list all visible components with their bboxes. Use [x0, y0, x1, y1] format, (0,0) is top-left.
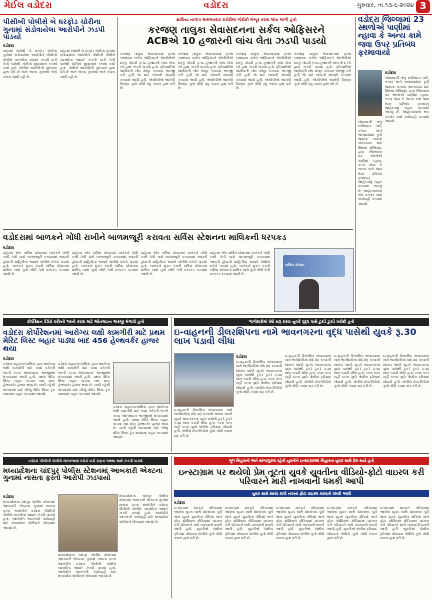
pcb-headline: મધ્યપ્રદેશના ચાંદપુર પોલીસ સ્ટેશનમાં આબકારી એક્ટના ગુનામાં નાસતા ફરતો આરોપી ઝડપાયો [3, 467, 163, 483]
page-number: 3 [416, 0, 430, 13]
insta-subkicker: યુવક સાથે સંબંધ કાપી નાખતાં ફોટા વાઇરલ કરવાની ધમકી આપી [174, 490, 429, 497]
acb-kicker: સાંધિયા નાગાપ મામલતદાર કચેરીમાં જેરોકી મંજૂર કરવા લાંચ માગી હતી [120, 16, 353, 24]
flood-headline: વડોદરા જિલ્લામાં 23 સ્થળોએ પાણીમાં ન્હાવા કે અન્ય કામે જવા ઉપર પ્રતિબંધ ફરમાવાયો [358, 15, 425, 57]
masthead [0, 0, 432, 15]
insta-body-1: ઇન્સ્ટાગ્રામ મારફતે પરિચયમાં આવેલા યુવક સાથે પ્રેમસંબંધ તૂટી જતાં યુવકે યુવતીના વીડિયો અને ફોટા સોશિયલ મીડિયામાં વાઇરલ કરી પરિવારને મારી નાખવાની ધમકી આપી હતી. યુવતીએ પોલીસ ફરિયાદ નોંધાવતા પોલીસે ગુનો નોંધી તપાસ હાથ ધરી છે. [174, 506, 222, 541]
insta-body-2: ઇન્સ્ટાગ્રામ મારફતે પરિચયમાં આવેલા યુવક સાથે પ્રેમસંબંધ તૂટી જતાં યુવકે યુવતીના વીડિયો અને ફોટા સોશિયલ મીડિયામાં વાઇરલ કરી પરિવારને મારી નાખવાની ધમકી આપી હતી. યુવતીએ પોલીસ ફરિયાદ નોંધાવતા પોલીસે ગુનો નોંધી તપાસ હાથ ધરી છે. [225, 506, 273, 541]
service-station-photo [274, 248, 354, 312]
fraud-body-4: ઇ-વાહનની ડીલરશિપ અપાવવાના નામે ભાગીદારીમાં ધંધો શરૂ કરવાની લાલચ આપી યુવકે ભાવનગરના વૃદ્ધ પાસેથી ટુકડે ટુકડે રૂ.૩૦ લાખ પડાવી લીધા હતા. રકમ પરત નહીં કરતા વૃદ્ધે પોલીસ ફરિયાદ નોંધાવી હતી. પોલીસે છેતરપિંડીનો ગુનો નોંધી તપાસ શરૂ કરી છે. [383, 354, 429, 389]
pcb-body-3: મધ્યપ્રદેશના ચાંદપુર પોલીસ સ્ટેશનમાં આબકારી એક્ટના ગુનામાં નાસતા ફરતા આરોપીને વડોદરા પીસીબી પોલીસે બાતમીના આધારે ઝડપી પાડયો હતો. આરોપીને આગળની કાર્યવાહી માટે મધ્યપ્રદેશ પોલીસને સોંપવામાં આવ્યો છે. [119, 494, 168, 524]
fraud-body-1: ઇ-વાહનની ડીલરશિપ અપાવવાના નામે ભાગીદારીમાં ધંધો શરૂ કરવાની લાલચ આપી યુવકે ભાવનગરના વૃદ્ધ પાસેથી ટુકડે ટુકડે રૂ.૩૦ લાખ પડાવી લીધા હતા. રકમ પરત નહીં કરતા વૃદ્ધે પોલીસ ફરિયાદ નોંધાવી હતી. પોલીસે છેતરપિંડીનો ગુનો નોંધી તપાસ શરૂ કરી છે. [236, 360, 282, 395]
insta-byline: વડોદરા [174, 500, 185, 505]
corp-byline: વડોદરા [3, 356, 14, 361]
insta-body-4: ઇન્સ્ટાગ્રામ મારફતે પરિચયમાં આવેલા યુવક સાથે પ્રેમસંબંધ તૂટી જતાં યુવકે યુવતીના વીડિયો અને ફોટા સોશિયલ મીડિયામાં વાઇરલ કરી પરિવારને મારી નાખવાની ધમકી આપી હતી. યુવતીએ પોલીસ ફરિયાદ નોંધાવતા પોલીસે ગુનો નોંધી તપાસ હાથ ધરી છે. [327, 506, 377, 541]
police-body-1: શહેરમાં થયેલી બે ઘરફોડ ચોરીના ગુનામાં સંડોવાયેલા આરોપીને પીસીબી પોલીસે બાતમીના આધારે ઝડપી પાડી તેની પાસેથી ચોરીનો મુદ્દામાલ કબજે કર્યો હતો. પોલીસે આરોપીની પૂછપરછ હાથ ધરી છે અને અન્ય ગુનાઓ અંગે તપાસ ચાલી રહી છે. [3, 49, 57, 79]
insta-body-3: ઇન્સ્ટાગ્રામ મારફતે પરિચયમાં આવેલા યુવક સાથે પ્રેમસંબંધ તૂટી જતાં યુવકે યુવતીના વીડિયો અને ફોટા સોશિયલ મીડિયામાં વાઇરલ કરી પરિવારને મારી નાખવાની ધમકી આપી હતી. યુવતીએ પોલીસ ફરિયાદ નોંધાવતા પોલીસે ગુનો નોંધી તપાસ હાથ ધરી છે. [276, 506, 324, 541]
flood-body-1: ચોમાસાની ઋતુ દરમિયાન નદી, તળાવ અને જળાશયોમાં ડૂબી જવાના બનાવો અટકાવવા માટે જિલ્લા મેજિસ્ટ્રેટ દ્વારા જિલ્લાના ૨૩ સ્થળોએ પાણીમાં ન્હાવા, કપડાં ધોવા કે અન્ય કામે જવા ઉપર પ્રતિબંધ ફરમાવતું જાહેરનામું બહાર પાડવામાં આવ્યું છે. જાહેરનામાનો ભંગ કરનાર સામે કાર્યવાહી કરવામાં આવશે. [385, 76, 429, 123]
date-label: ગુરુવાર, તા.૧૩-૬-૨૦૨૪ [356, 2, 414, 9]
corp-kicker: કોર્પોરેશન 554 વર્કરની ભરતી કરવા માટે ઓનલાઇન અરજી મંગાવી હતી [3, 318, 168, 326]
flood-body-2: ચોમાસાની ઋતુ દરમિયાન નદી, તળાવ અને જળાશયોમાં ડૂબી જવાના બનાવો અટકાવવા માટે જિલ્લા મેજિસ્ટ્રેટ દ્વારા જિલ્લાના ૨૩ સ્થળોએ પાણીમાં ન્હાવા, કપડાં ધોવા કે અન્ય કામે જવા ઉપર પ્રતિબંધ ફરમાવતું જાહેરનામું બહાર પાડવામાં આવ્યું છે. જાહેરનામાનો ભંગ કરનાર સામે કાર્યવાહી કરવામાં આવશે. [358, 120, 382, 206]
fraud-headline: ઇ-વાહનની ડીલરશિપના નામે ભાવનગરના વૃદ્ધ પાસેથી યુવકે રૂ.30 લાખ પડાવી લીધા [174, 328, 417, 348]
insta-kicker: મૂળ બિહારની અને સાંજાપુરમાં રહેતી યુવતીને ઇન્સ્ટાગ્રામમાં બિહારના યુવક સાથે પ્રેમ થયો હતો [174, 457, 429, 465]
police-headline: પીસીબી પોલીસે બે ઘરફોડ ચોરીના ગુનામાં સંડોવાયેલા આરોપીને ઝડપી પાડયો [3, 17, 105, 42]
mallsale-headline: વડોદરામાં બાળકને ગોંધી રાખીને બાળમજૂરી કરાવતા સર્વિસ સ્ટેશનના માલિકની ધરપકડ [3, 232, 287, 242]
section-divider [3, 453, 429, 454]
acb-body-2: કરજણ તાલુકા સેવાસદનમાં ફરજ બજાવતા સર્કલ ઓફિસરને એસીબીએ છટકું ગોઠવી રૂ.૧૦ હજારની લાંચ લેતા રંગે હાથ ઝડપી પાડયો હતો. ફરિયાદીએ જમીનની નોંધ મંજૂર કરાવવા અરજી કરી હતી જે માટે લાંચની માંગણી કરવામાં આવી હતી. એસીબીએ આરોપી વિરુદ્ધ ગુનો નોંધી વધુ તપાસ હાથ ધરી છે. [178, 52, 233, 91]
pcb-byline: વડોદરા [3, 494, 14, 499]
flood-photo [358, 70, 382, 116]
acb-headline-2: ACBએ 10 હજારની લાંચ લેતા ઝડપી પાડયો [146, 36, 327, 47]
corp-body-3: વડોદરા મહાનગરપાલિકા દ્વારા આરોગ્ય લક્ષી કામગીરી માટે ૫૫૪ વર્કરની ભરતી કરવા ઓનલાઇન અરજીઓ મંગાવવામાં આવી હતી. પ્રથમ મેરિટ લિસ્ટ બહાર પાડયા બાદ ૪૫૬ હેલ્થવર્કર હાજર થયા છે. બાકી રહેલી જગ્યાઓ માટે બીજું મેરિટ લિસ્ટ ટૂંક સમયમાં બહાર પાડવામાં આવશે. [113, 405, 168, 440]
photo-caption: સર્વિસ સ્ટેશન [285, 263, 305, 267]
column-rule [171, 317, 172, 452]
column-rule [355, 17, 356, 312]
pcb-body-2: મધ્યપ્રદેશના ચાંદપુર પોલીસ સ્ટેશનમાં આબકારી એક્ટના ગુનામાં નાસતા ફરતા આરોપીને વડોદરા પીસીબી પોલીસે બાતમીના આધારે ઝડપી પાડયો હતો. આરોપીને આગળની કાર્યવાહી માટે મધ્યપ્રદેશ પોલીસને સોંપવામાં આવ્યો છે. [58, 553, 116, 579]
fraud-photo [174, 353, 234, 407]
fraud-body-2: ઇ-વાહનની ડીલરશિપ અપાવવાના નામે ભાગીદારીમાં ધંધો શરૂ કરવાની લાલચ આપી યુવકે ભાવનગરના વૃદ્ધ પાસેથી ટુકડે ટુકડે રૂ.૩૦ લાખ પડાવી લીધા હતા. રકમ પરત નહીં કરતા વૃદ્ધે પોલીસ ફરિયાદ નોંધાવી હતી. પોલીસે છેતરપિંડીનો ગુનો નોંધી તપાસ શરૂ કરી છે. [285, 354, 331, 389]
mallsale-byline: વડોદરા [3, 245, 14, 250]
section-divider [3, 314, 429, 315]
corp-photo [113, 362, 170, 404]
insta-body-5: ઇન્સ્ટાગ્રામ મારફતે પરિચયમાં આવેલા યુવક સાથે પ્રેમસંબંધ તૂટી જતાં યુવકે યુવતીના વીડિયો અને ફોટા સોશિયલ મીડિયામાં વાઇરલ કરી પરિવારને મારી નાખવાની ધમકી આપી હતી. યુવતીએ પોલીસ ફરિયાદ નોંધાવતા પોલીસે ગુનો નોંધી તપાસ હાથ ધરી છે. [380, 506, 429, 541]
pcb-photo [58, 494, 118, 552]
police-byline: વડોદરા [3, 43, 14, 48]
fraud-body-3: ઇ-વાહનની ડીલરશિપ અપાવવાના નામે ભાગીદારીમાં ધંધો શરૂ કરવાની લાલચ આપી યુવકે ભાવનગરના વૃદ્ધ પાસેથી ટુકડે ટુકડે રૂ.૩૦ લાખ પડાવી લીધા હતા. રકમ પરત નહીં કરતા વૃદ્ધે પોલીસ ફરિયાદ નોંધાવી હતી. પોલીસે છેતરપિંડીનો ગુનો નોંધી તપાસ શરૂ કરી છે. [334, 354, 380, 389]
pcb-kicker: વડોદરા પીસીબી પોલીસે તાંદલજામાં દરોડો પાડી દારૂના જથ્થા સાથે ઝડપી પાડ્યો [3, 457, 168, 465]
corp-body-2: વડોદરા મહાનગરપાલિકા દ્વારા આરોગ્ય લક્ષી કામગીરી માટે ૫૫૪ વર્કરની ભરતી કરવા ઓનલાઇન અરજીઓ મંગાવવામાં આવી હતી. પ્રથમ મેરિટ લિસ્ટ બહાર પાડયા બાદ ૪૫૬ હેલ્થવર્કર હાજર થયા છે. બાકી રહેલી જગ્યાઓ માટે બીજું મેરિટ લિસ્ટ ટૂંક સમયમાં બહાર પાડવામાં આવશે. [58, 362, 110, 397]
mallsale-body-2: શહેરના એક સર્વિસ સ્ટેશનમાં બાળકને ગોંધી રાખી તેની પાસે બાળમજૂરી કરાવવામાં આવતી હોવાની માહિતીના આધારે પોલીસે દરોડો પાડયો હતો. બાળકને મુક્ત કરાવી સર્વિસ સ્ટેશનના માલિક સામે ગુનો નોંધી તેની ધરપકડ કરવામાં આવી છે. [72, 251, 138, 277]
acb-body-1: કરજણ તાલુકા સેવાસદનમાં ફરજ બજાવતા સર્કલ ઓફિસરને એસીબીએ છટકું ગોઠવી રૂ.૧૦ હજારની લાંચ લેતા રંગે હાથ ઝડપી પાડયો હતો. ફરિયાદીએ જમીનની નોંધ મંજૂર કરાવવા અરજી કરી હતી જે માટે લાંચની માંગણી કરવામાં આવી હતી. એસીબીએ આરોપી વિરુદ્ધ ગુનો નોંધી વધુ તપાસ હાથ ધરી છે. [120, 52, 175, 91]
flood-byline: વડોદરા [385, 70, 396, 75]
pcb-body-1: મધ્યપ્રદેશના ચાંદપુર પોલીસ સ્ટેશનમાં આબકારી એક્ટના ગુનામાં નાસતા ફરતા આરોપીને વડોદરા પીસીબી પોલીસે બાતમીના આધારે ઝડપી પાડયો હતો. આરોપીને આગળની કાર્યવાહી માટે મધ્યપ્રદેશ પોલીસને સોંપવામાં આવ્યો છે. [3, 500, 55, 530]
mallsale-body-1: શહેરના એક સર્વિસ સ્ટેશનમાં બાળકને ગોંધી રાખી તેની પાસે બાળમજૂરી કરાવવામાં આવતી હોવાની માહિતીના આધારે પોલીસે દરોડો પાડયો હતો. બાળકને મુક્ત કરાવી સર્વિસ સ્ટેશનના માલિક સામે ગુનો નોંધી તેની ધરપકડ કરવામાં આવી છે. [3, 251, 69, 277]
column-rule [117, 17, 118, 227]
edition-label: મેઈલ વડોદરા [4, 1, 52, 11]
section-divider [3, 229, 353, 230]
acb-body-4: કરજણ તાલુકા સેવાસદનમાં ફરજ બજાવતા સર્કલ ઓફિસરને એસીબીએ છટકું ગોઠવી રૂ.૧૦ હજારની લાંચ લેતા રંગે હાથ ઝડપી પાડયો હતો. ફરિયાદીએ જમીનની નોંધ મંજૂર કરાવવા અરજી કરી હતી જે માટે લાંચની માંગણી કરવામાં આવી હતી. એસીબીએ આરોપી વિરુદ્ધ ગુનો નોંધી વધુ તપાસ હાથ ધરી છે. [294, 52, 351, 87]
column-rule [171, 456, 172, 598]
section-label: વડોદરા [203, 1, 229, 11]
insta-headline: ઇન્સ્ટાગ્રામ પર થયેલો પ્રેમ તૂટતા યુવકે યુવતીના વીડિયો-ફોટો વાઇરલ કરી પરિવારને મારી નાખવાની ધમકી આપી [178, 467, 425, 486]
fraud-body-5: ઇ-વાહનની ડીલરશિપ અપાવવાના નામે ભાગીદારીમાં ધંધો શરૂ કરવાની લાલચ આપી યુવકે ભાવનગરના વૃદ્ધ પાસેથી ટુકડે ટુકડે રૂ.૩૦ લાખ પડાવી લીધા હતા. રકમ પરત નહીં કરતા વૃદ્ધે પોલીસ ફરિયાદ નોંધાવી હતી. પોલીસે છેતરપિંડીનો ગુનો નોંધી તપાસ શરૂ કરી છે. [174, 408, 232, 438]
acb-body-3: કરજણ તાલુકા સેવાસદનમાં ફરજ બજાવતા સર્કલ ઓફિસરને એસીબીએ છટકું ગોઠવી રૂ.૧૦ હજારની લાંચ લેતા રંગે હાથ ઝડપી પાડયો હતો. ફરિયાદીએ જમીનની નોંધ મંજૂર કરાવવા અરજી કરી હતી જે માટે લાંચની માંગણી કરવામાં આવી હતી. એસીબીએ આરોપી વિરુદ્ધ ગુનો નોંધી વધુ તપાસ હાથ ધરી છે. [236, 52, 291, 91]
mallsale-body-4: શહેરના એક સર્વિસ સ્ટેશનમાં બાળકને ગોંધી રાખી તેની પાસે બાળમજૂરી કરાવવામાં આવતી હોવાની માહિતીના આધારે પોલીસે દરોડો પાડયો હતો. બાળકને મુક્ત કરાવી સર્વિસ સ્ટેશનના માલિક સામે ગુનો નોંધી તેની ધરપકડ કરવામાં આવી છે. [210, 251, 270, 277]
mallsale-body-3: શહેરના એક સર્વિસ સ્ટેશનમાં બાળકને ગોંધી રાખી તેની પાસે બાળમજૂરી કરાવવામાં આવતી હોવાની માહિતીના આધારે પોલીસે દરોડો પાડયો હતો. બાળકને મુક્ત કરાવી સર્વિસ સ્ટેશનના માલિક સામે ગુનો નોંધી તેની ધરપકડ કરવામાં આવી છે. [141, 251, 207, 277]
police-body-2: શહેરમાં થયેલી બે ઘરફોડ ચોરીના ગુનામાં સંડોવાયેલા આરોપીને પીસીબી પોલીસે બાતમીના આધારે ઝડપી પાડી તેની પાસેથી ચોરીનો મુદ્દામાલ કબજે કર્યો હતો. પોલીસે આરોપીની પૂછપરછ હાથ ધરી છે અને અન્ય ગુનાઓ અંગે તપાસ ચાલી રહી છે. [60, 49, 115, 79]
corp-headline: વડોદરા કોર્પોરેશનમાં આરોગ્ય લક્ષી કામગીરી માટે પ્રથમ મેરિટ લિસ્ટ બહાર પાડ્યા બાદ 456 હેલ્થવર્કર હાજર થયા [3, 328, 165, 353]
acb-headline-1: કરજણ તાલુકા સેવાસદનના સર્કલ ઓફિસરને [148, 25, 325, 36]
fraud-kicker: ભાગીદારીમાં ધંધો શરૂ કરવા યુવકે વૃદ્ધ પાસે ટુકડે ટુકડે ખરીદી હતી [174, 318, 429, 326]
corp-body-1: વડોદરા મહાનગરપાલિકા દ્વારા આરોગ્ય લક્ષી કામગીરી માટે ૫૫૪ વર્કરની ભરતી કરવા ઓનલાઇન અરજીઓ મંગાવવામાં આવી હતી. પ્રથમ મેરિટ લિસ્ટ બહાર પાડયા બાદ ૪૫૬ હેલ્થવર્કર હાજર થયા છે. બાકી રહેલી જગ્યાઓ માટે બીજું મેરિટ લિસ્ટ ટૂંક સમયમાં બહાર પાડવામાં આવશે. [3, 362, 55, 397]
fraud-byline: વડોદરા [236, 354, 247, 359]
